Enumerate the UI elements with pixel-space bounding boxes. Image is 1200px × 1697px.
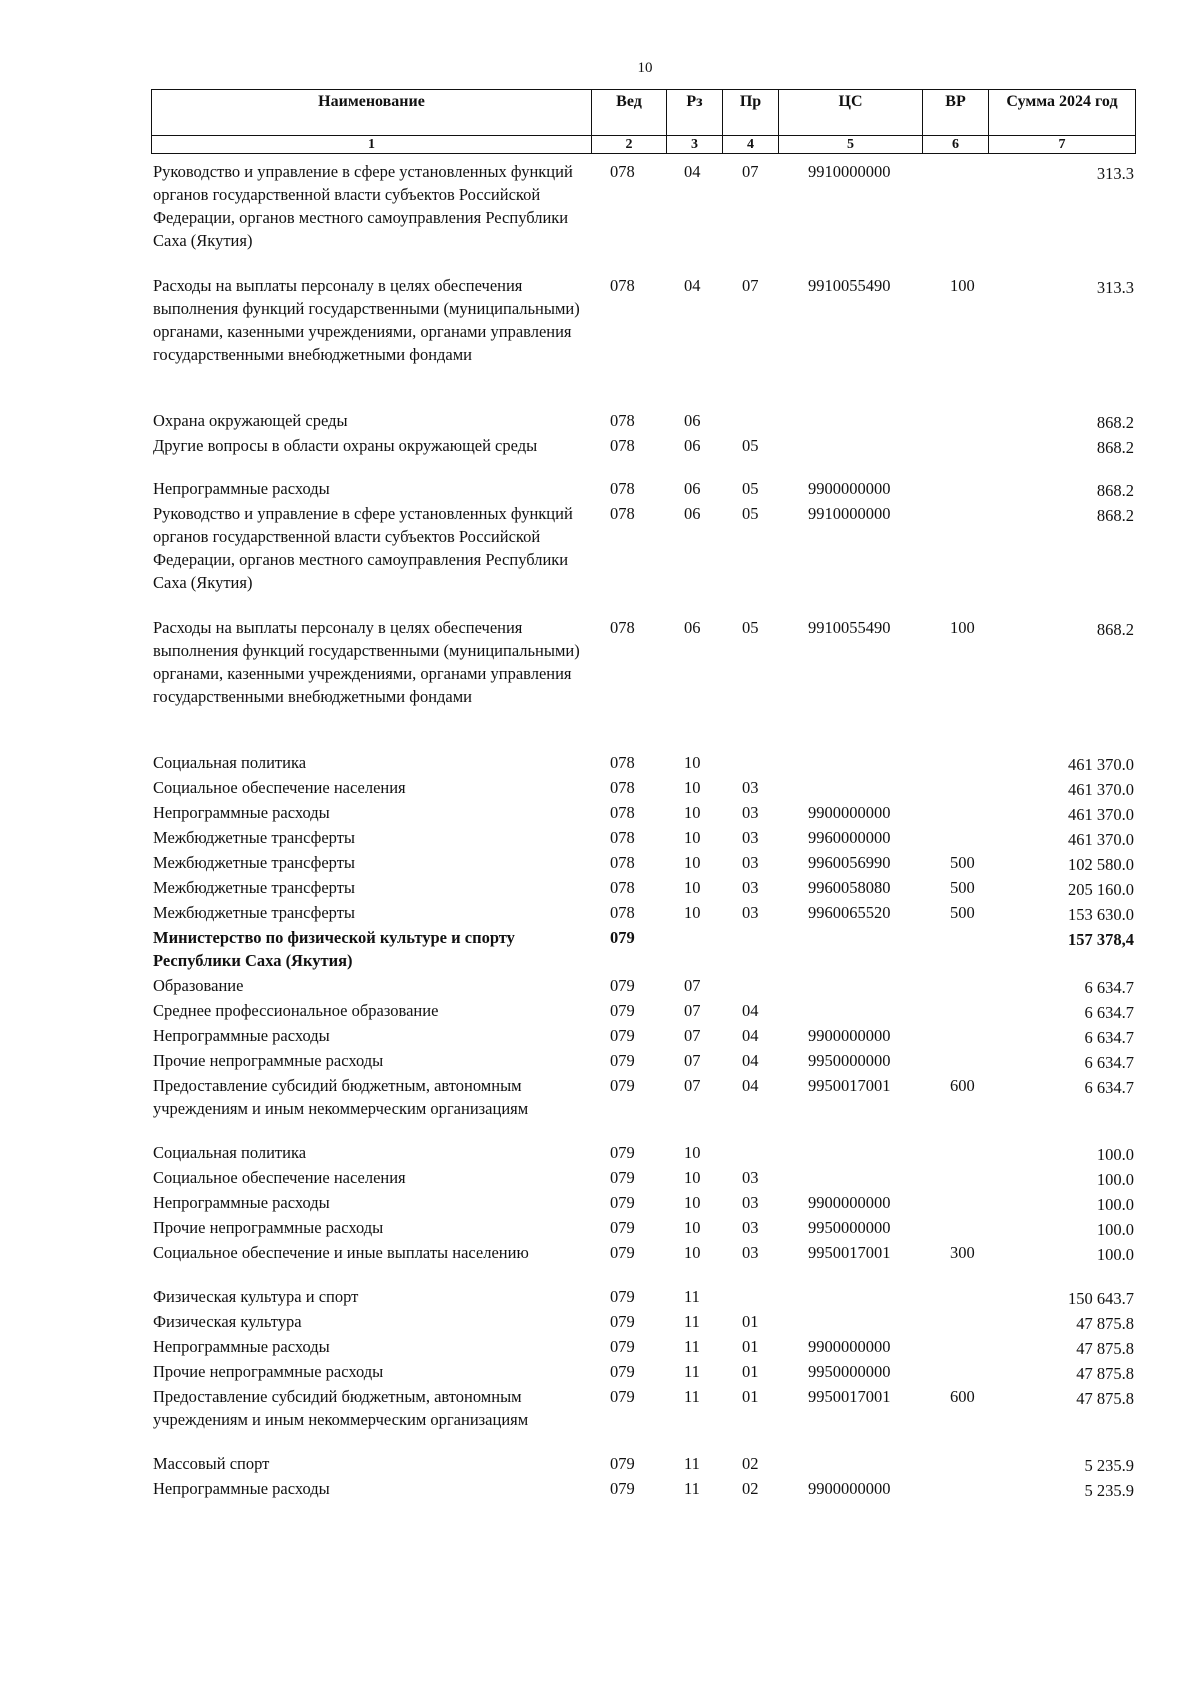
cell-name: Непрограммные расходы [153,1479,330,1498]
cell-ved: 078 [610,504,635,523]
cell-ved: 078 [610,276,635,295]
cell-pr: 04 [742,1001,759,1020]
cell-sum: 100.0 [1096,1195,1134,1214]
cell-cs: 9950017001 [808,1243,891,1262]
header-vr: ВР [923,90,989,136]
table-row [0,751,1200,774]
cell-vr: 600 [950,1076,975,1095]
cell-sum: 313.3 [1096,164,1134,183]
cell-rz: 10 [684,1243,701,1262]
table-row [0,1166,1200,1189]
cell-name: Непрограммные расходы [153,1026,330,1045]
cell-rz: 11 [684,1387,700,1406]
cell-name: Межбюджетные трансферты [153,853,356,872]
table-row [0,409,1200,432]
cell-vr: 600 [950,1387,975,1406]
cell-pr: 01 [742,1337,759,1356]
table-row [0,1216,1200,1239]
header-number-6: 6 [923,136,989,154]
cell-cs: 9900000000 [808,1026,891,1045]
cell-sum: 100.0 [1096,1170,1134,1189]
cell-rz: 10 [684,853,701,872]
cell-name: Массовый спорт [153,1454,270,1473]
cell-ved: 079 [610,1001,635,1020]
table-row [0,434,1200,457]
cell-sum: 100.0 [1096,1220,1134,1239]
cell-name: Предоставление субсидий бюджетным, автономным учреждениям и иным некоммерческим организациям [153,1076,529,1118]
cell-sum: 461 370.0 [1068,830,1134,849]
table-row [0,926,1200,972]
cell-pr: 03 [742,1218,759,1237]
cell-name: Межбюджетные трансферты [153,828,356,847]
cell-cs: 9900000000 [808,1337,891,1356]
cell-pr: 03 [742,778,759,797]
header-name: Наименование [152,90,592,136]
cell-rz: 10 [684,903,701,922]
cell-rz: 07 [684,1076,701,1095]
cell-pr: 03 [742,878,759,897]
cell-rz: 10 [684,878,701,897]
cell-ved: 079 [610,1143,635,1162]
cell-pr: 02 [742,1454,759,1473]
cell-sum: 6 634.7 [1084,1003,1134,1022]
cell-sum: 461 370.0 [1068,780,1134,799]
cell-cs: 9910000000 [808,162,891,181]
table-header [151,89,1136,154]
cell-name: Социальное обеспечение и иные выплаты населению [153,1243,529,1262]
cell-ved: 079 [610,1218,635,1237]
cell-rz: 10 [684,1168,701,1187]
cell-sum: 102 580.0 [1068,855,1134,874]
header-number-4: 4 [723,136,779,154]
cell-name: Социальная политика [153,753,307,772]
cell-pr: 03 [742,1168,759,1187]
cell-ved: 078 [610,436,635,455]
cell-pr: 03 [742,803,759,822]
cell-ved: 079 [610,1454,635,1473]
cell-ved: 079 [610,1479,635,1498]
cell-pr: 03 [742,1243,759,1262]
cell-rz: 10 [684,1143,701,1162]
cell-ved: 078 [610,618,635,637]
cell-name: Образование [153,976,244,995]
cell-ved: 079 [610,1312,635,1331]
cell-sum: 6 634.7 [1084,1028,1134,1047]
table-row [0,1049,1200,1072]
cell-ved: 079 [610,1168,635,1187]
cell-cs: 9900000000 [808,1193,891,1212]
cell-sum: 47 875.8 [1076,1339,1134,1358]
cell-name: Прочие непрограммные расходы [153,1218,384,1237]
cell-sum: 868.2 [1096,481,1134,500]
cell-pr: 01 [742,1387,759,1406]
cell-ved: 079 [610,1337,635,1356]
cell-rz: 11 [684,1362,700,1381]
table-row [0,851,1200,874]
cell-sum: 461 370.0 [1068,805,1134,824]
header-sum: Сумма 2024 год [989,90,1136,136]
cell-pr: 03 [742,903,759,922]
cell-sum: 205 160.0 [1068,880,1134,899]
cell-cs: 9960000000 [808,828,891,847]
cell-ved: 079 [610,976,635,995]
table-row [0,502,1200,594]
cell-ved: 078 [610,853,635,872]
cell-sum: 100.0 [1096,1245,1134,1264]
cell-cs: 9950000000 [808,1218,891,1237]
table-row [0,1024,1200,1047]
cell-rz: 06 [684,618,701,637]
cell-pr: 05 [742,479,759,498]
cell-cs: 9910055490 [808,276,891,295]
table-row [0,160,1200,252]
table-row [0,1310,1200,1333]
table-row [0,616,1200,731]
cell-ved: 079 [610,1193,635,1212]
cell-cs: 9900000000 [808,479,891,498]
cell-pr: 05 [742,504,759,523]
cell-sum: 313.3 [1096,278,1134,297]
cell-sum: 5 235.9 [1084,1456,1134,1475]
cell-rz: 07 [684,1001,701,1020]
table-row [0,1385,1200,1431]
cell-cs: 9960058080 [808,878,891,897]
cell-rz: 10 [684,753,701,772]
cell-rz: 06 [684,411,701,430]
cell-cs: 9910055490 [808,618,891,637]
cell-name: Прочие непрограммные расходы [153,1362,384,1381]
header-cs: ЦС [779,90,923,136]
cell-rz: 04 [684,276,701,295]
cell-sum: 6 634.7 [1084,1053,1134,1072]
table-row [0,1191,1200,1214]
cell-ved: 079 [610,1243,635,1262]
cell-cs: 9960056990 [808,853,891,872]
cell-cs: 9900000000 [808,803,891,822]
cell-ved: 079 [610,1362,635,1381]
table-row [0,999,1200,1022]
cell-vr: 300 [950,1243,975,1262]
cell-pr: 02 [742,1479,759,1498]
cell-pr: 04 [742,1076,759,1095]
cell-vr: 500 [950,878,975,897]
cell-vr: 100 [950,276,975,295]
cell-pr: 07 [742,276,759,295]
header-number-5: 5 [779,136,923,154]
cell-sum: 868.2 [1096,620,1134,639]
cell-name: Межбюджетные трансферты [153,878,356,897]
header-ved: Вед [592,90,667,136]
table-row [0,1141,1200,1164]
cell-sum: 6 634.7 [1084,978,1134,997]
cell-ved: 079 [610,1387,635,1406]
cell-pr: 05 [742,618,759,637]
cell-ved: 078 [610,479,635,498]
cell-name: Министерство по физической культуре и спорту Республики Саха (Якутия) [153,928,515,970]
cell-name: Руководство и управление в сфере установленных функций органов государственной власти субъектов Российской Федерации, органов местного самоуправления Республики Саха (Якутия) [153,504,573,592]
cell-sum: 47 875.8 [1076,1364,1134,1383]
table-row [0,1285,1200,1308]
cell-ved: 078 [610,162,635,181]
table-body [0,160,1200,1502]
table-row [0,477,1200,500]
cell-rz: 07 [684,976,701,995]
cell-vr: 500 [950,853,975,872]
header-rz: Рз [667,90,723,136]
cell-vr: 100 [950,618,975,637]
cell-vr: 500 [950,903,975,922]
cell-rz: 06 [684,504,701,523]
cell-name: Расходы на выплаты персоналу в целях обеспечения выполнения функций государственными (муниципальными) органами, казенными учреждениями, органами управления государственными внебюджетными фондами [153,618,580,706]
table-row [0,1452,1200,1475]
header-number-1: 1 [152,136,592,154]
cell-rz: 10 [684,1193,701,1212]
cell-ved: 079 [610,1026,635,1045]
cell-sum: 5 235.9 [1084,1481,1134,1500]
table-row [0,776,1200,799]
cell-pr: 03 [742,1193,759,1212]
cell-ved: 078 [610,411,635,430]
cell-sum: 6 634.7 [1084,1078,1134,1097]
cell-rz: 11 [684,1337,700,1356]
cell-cs: 9950017001 [808,1076,891,1095]
table-row [0,876,1200,899]
cell-pr: 01 [742,1312,759,1331]
cell-rz: 10 [684,1218,701,1237]
cell-pr: 04 [742,1026,759,1045]
cell-rz: 11 [684,1312,700,1331]
cell-rz: 06 [684,479,701,498]
cell-rz: 06 [684,436,701,455]
cell-pr: 03 [742,853,759,872]
cell-name: Социальное обеспечение населения [153,1168,406,1187]
table-row [0,1335,1200,1358]
cell-ved: 079 [610,1076,635,1095]
cell-rz: 10 [684,828,701,847]
cell-name: Непрограммные расходы [153,803,330,822]
table-row [0,826,1200,849]
table-row [0,801,1200,824]
cell-cs: 9900000000 [808,1479,891,1498]
cell-sum: 150 643.7 [1068,1289,1134,1308]
table-row [0,901,1200,924]
cell-rz: 07 [684,1051,701,1070]
table-row [0,1241,1200,1264]
cell-rz: 07 [684,1026,701,1045]
cell-name: Другие вопросы в области охраны окружающей среды [153,436,538,455]
cell-name: Непрограммные расходы [153,1337,330,1356]
cell-name: Прочие непрограммные расходы [153,1051,384,1070]
cell-name: Непрограммные расходы [153,479,330,498]
cell-sum: 153 630.0 [1068,905,1134,924]
cell-name: Физическая культура и спорт [153,1287,359,1306]
cell-name: Непрограммные расходы [153,1193,330,1212]
cell-rz: 11 [684,1287,700,1306]
header-number-2: 2 [592,136,667,154]
cell-cs: 9910000000 [808,504,891,523]
cell-name: Среднее профессиональное образование [153,1001,439,1020]
cell-ved: 079 [610,1051,635,1070]
cell-ved: 079 [610,928,635,947]
cell-ved: 078 [610,828,635,847]
table-row [0,274,1200,389]
cell-name: Расходы на выплаты персоналу в целях обеспечения выполнения функций государственными (муниципальными) органами, казенными учреждениями, органами управления государственными внебюджетными фондами [153,276,580,364]
cell-cs: 9950000000 [808,1362,891,1381]
cell-ved: 078 [610,903,635,922]
cell-sum: 868.2 [1096,438,1134,457]
cell-rz: 10 [684,803,701,822]
table-row [0,1360,1200,1383]
cell-rz: 11 [684,1454,700,1473]
cell-ved: 078 [610,778,635,797]
cell-name: Физическая культура [153,1312,302,1331]
cell-cs: 9950000000 [808,1051,891,1070]
cell-sum: 868.2 [1096,413,1134,432]
page-number: 10 [637,60,653,76]
cell-pr: 04 [742,1051,759,1070]
cell-sum: 157 378,4 [1068,930,1134,949]
cell-ved: 079 [610,1287,635,1306]
header-pr: Пр [723,90,779,136]
cell-rz: 04 [684,162,701,181]
cell-pr: 03 [742,828,759,847]
cell-pr: 01 [742,1362,759,1381]
cell-sum: 47 875.8 [1076,1314,1134,1333]
cell-ved: 078 [610,878,635,897]
cell-sum: 47 875.8 [1076,1389,1134,1408]
cell-rz: 11 [684,1479,700,1498]
table-row [0,1477,1200,1500]
table-row [0,974,1200,997]
cell-name: Охрана окружающей среды [153,411,348,430]
cell-name: Межбюджетные трансферты [153,903,356,922]
cell-sum: 461 370.0 [1068,755,1134,774]
cell-name: Предоставление субсидий бюджетным, автономным учреждениям и иным некоммерческим организациям [153,1387,529,1429]
cell-ved: 078 [610,803,635,822]
cell-name: Руководство и управление в сфере установленных функций органов государственной власти субъектов Российской Федерации, органов местного самоуправления Республики Саха (Якутия) [153,162,573,250]
cell-sum: 100.0 [1096,1145,1134,1164]
cell-pr: 07 [742,162,759,181]
table-row [0,1074,1200,1120]
cell-cs: 9960065520 [808,903,891,922]
cell-pr: 05 [742,436,759,455]
header-number-7: 7 [989,136,1136,154]
cell-cs: 9950017001 [808,1387,891,1406]
header-number-3: 3 [667,136,723,154]
cell-name: Социальная политика [153,1143,307,1162]
cell-sum: 868.2 [1096,506,1134,525]
cell-name: Социальное обеспечение населения [153,778,406,797]
cell-rz: 10 [684,778,701,797]
cell-ved: 078 [610,753,635,772]
